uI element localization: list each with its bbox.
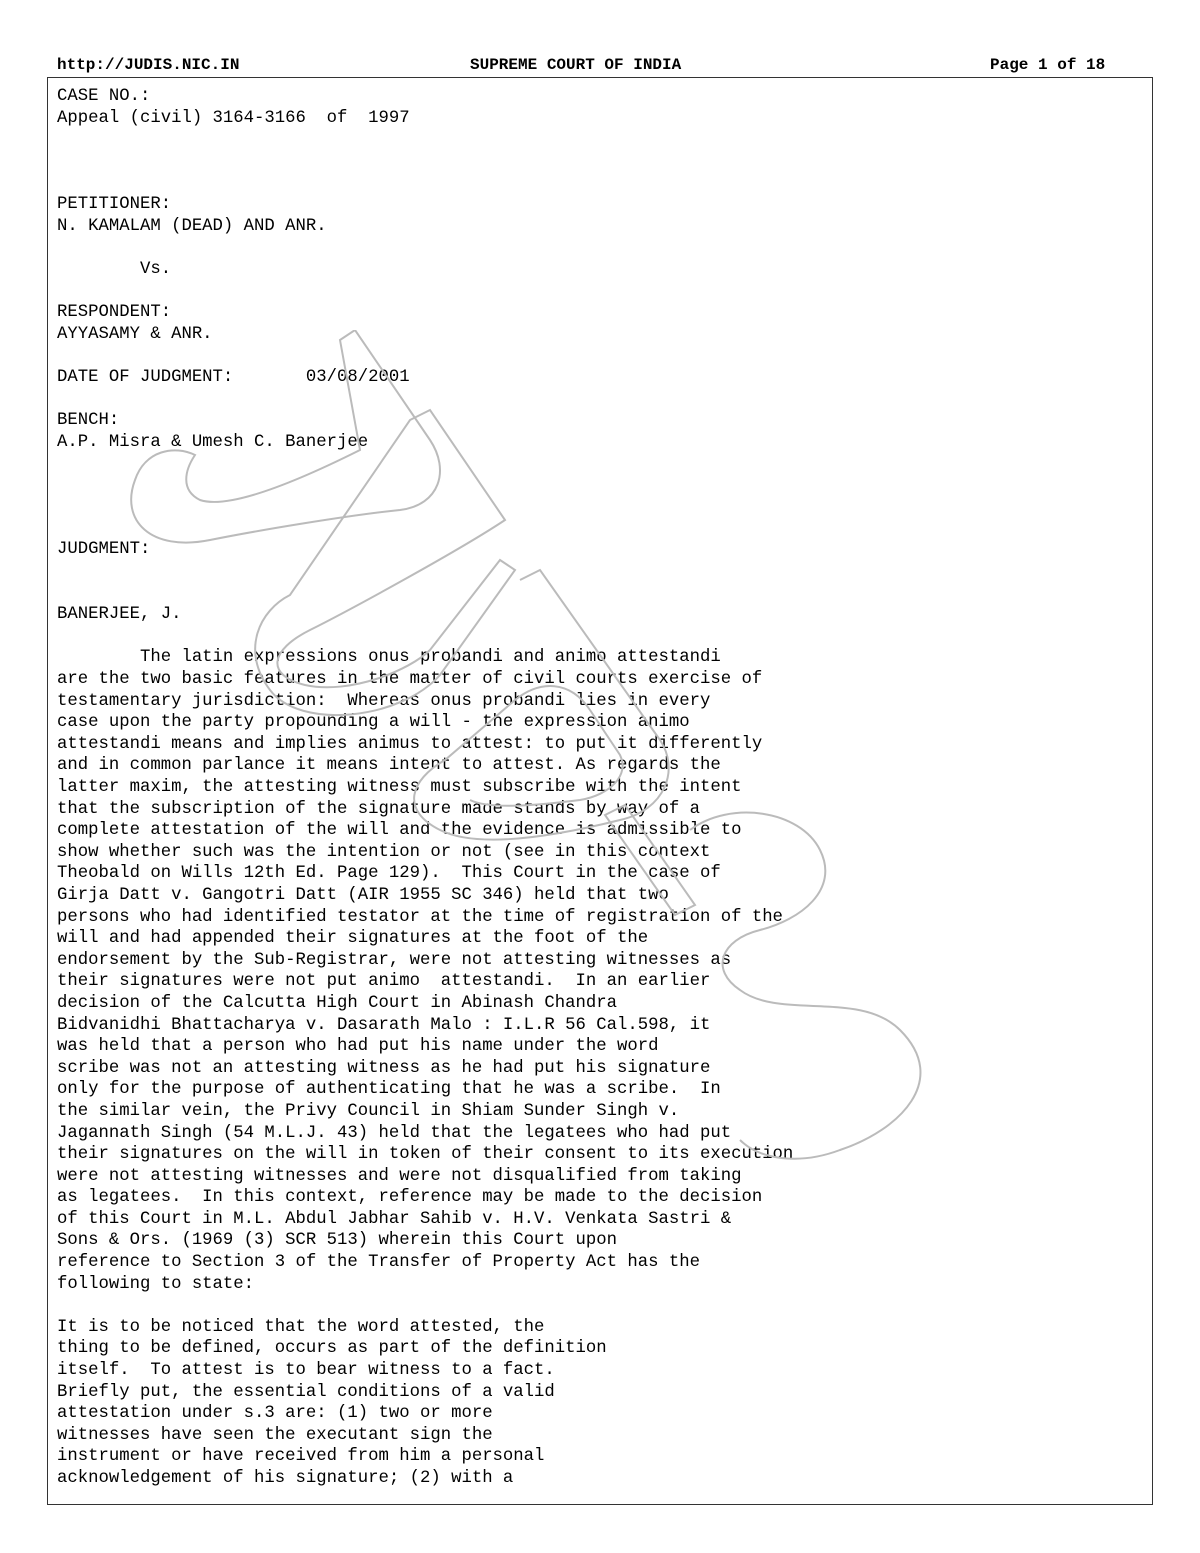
judgment-text: CASE NO.: Appeal (civil) 3164-3166 of 1997 PETITIONER: N. KAMALAM (DEAD) AND ANR. Vs. RESPONDENT: AYYASAMY & ANR. DATE OF JUDGMENT: 03/08/2001 BENCH: A.P. Misra & Umesh C. Banerjee JUDGMENT: BANERJEE, J. The latin expressions onus probandi and animo attestandi are the two basic features in the matter of civil courts exercise of testamentary jurisdiction: Whereas onus probandi lies in every case upon the party propounding a will - the expression animo attestandi means and implies animus to attest: to put it differently and in common parlance it means intent to attest. As regards the latter maxim, the attesting witness must subscribe with the intent that the subscription of the signature made stands by way of a complete attestation of the will and the evidence is admissible to show whether such was the intention or not (see in this context Theobald on Wills 12th Ed. Page 129). This Court in the case of Girja Datt v. Gangotri Datt (AIR 1955 SC 346) held that two persons who had identified testator at the time of registration of the will and had appended their signatures at the foot of the endorsement by the Sub-Registrar, were not attesting witnesses as their signatures were not put animo attestandi. In an earlier decision of the Calcutta High Court in Abinash Chandra Bidvanidhi Bhattacharya v. Dasarath Malo : I.L.R 56 Cal.598, it was held that a person who had put his name under the word scribe was not an attesting witness as he had put his signature only for the purpose of authenticating that he was a scribe. In the similar vein, the Privy Council in Shiam Sunder Singh v. Jagannath Singh (54 M.L.J. 43) held that the legatees who had put their signatures on the will in token of their consent to its execution were not attesting witnesses and were not disqualified from taking as legatees. In this context, reference may be made to the decision of this Court in M.L. Abdul Jabhar Sahib v. H.V. Venkata Sastri & Sons & Ors. (1969 (3) SCR 513) wherein this Court upon reference to Section 3 of the Transfer of Property Act has the following to state: It is to be noticed that the word attested, the thing to be defined, occurs as part of the definition itself. To attest is to bear witness to a fact. Briefly put, the essential conditions of a valid attestation under s.3 are: (1) two or more witnesses have seen the executant sign the instrument or have received from him a personal acknowledgement of his signature; (2) with a	[57, 87, 794, 1488]
header-page-number: Page 1 of 18	[990, 56, 1106, 74]
header-url: http://JUDIS.NIC.IN	[57, 56, 240, 74]
header-court-name: SUPREME COURT OF INDIA	[470, 56, 682, 74]
